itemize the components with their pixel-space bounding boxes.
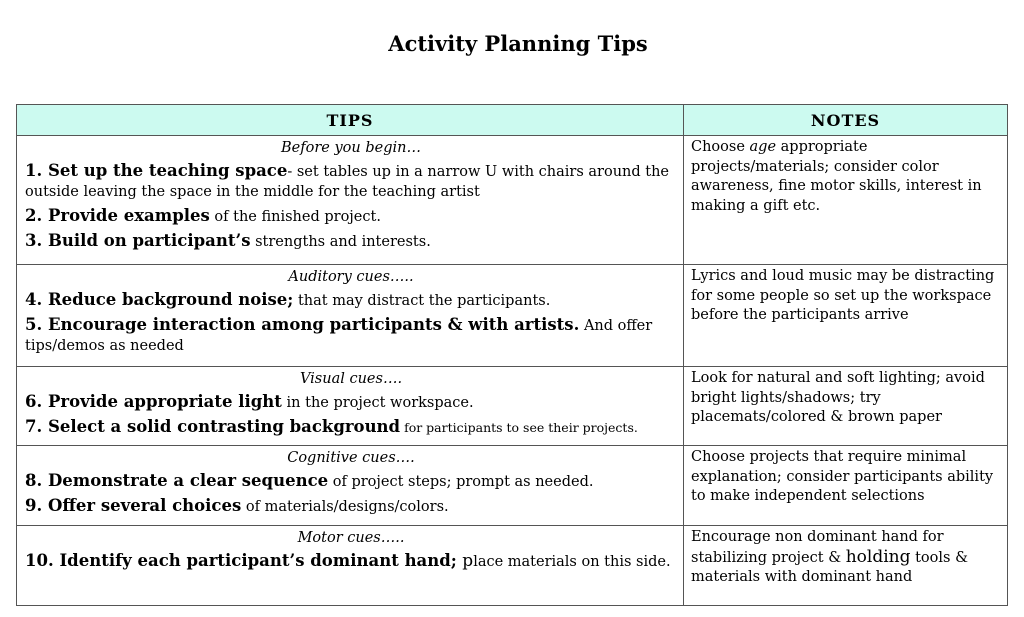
note-emphasis: age — [749, 139, 777, 155]
tip-item — [25, 231, 677, 252]
tip-text: in the project workspace. — [281, 395, 474, 411]
tips-cell — [17, 136, 684, 265]
tip-text: p — [456, 551, 474, 571]
tip-title: 4. Reduce background noise; — [25, 290, 294, 309]
tip-text: lace materials on this side. — [473, 554, 671, 570]
table-row-cognitive-cues — [17, 446, 1008, 526]
cue-heading: Before you begin… — [281, 140, 421, 156]
tip-title: 9. Offer several choices — [25, 496, 242, 515]
tip-text: - set tables up in a narrow U with chairs around the outside leaving the space in the middle for the teaching artist — [25, 164, 670, 200]
tip-text: that may distract the participants. — [293, 293, 551, 309]
tips-cell — [17, 526, 684, 606]
tip-text: for participants to see their projects. — [400, 420, 638, 435]
tip-item — [25, 315, 677, 356]
document-title: Activity Planning Tips — [388, 31, 648, 56]
tip-item — [25, 496, 677, 517]
table-row-motor-cues — [17, 526, 1008, 606]
tips-table — [16, 104, 1008, 606]
note-text: Encourage non dominant hand for stabilizing project & — [691, 529, 944, 566]
cue-heading: Cognitive cues…. — [287, 450, 415, 466]
tip-text: of project steps; prompt as needed. — [328, 474, 594, 490]
tip-text: of materials/designs/colors. — [241, 499, 449, 515]
note-text: tools & materials with dominant hand — [691, 549, 968, 585]
notes-cell: Choose projects that require minimal explanation; consider participants ability to make independent selections — [684, 446, 1008, 526]
notes-cell — [684, 136, 1008, 265]
tip-item — [25, 161, 677, 202]
tip-title: 10. Identify each participant’s dominant hand; — [25, 551, 457, 570]
note-text: Choose — [691, 139, 750, 155]
tip-title: 7. Select a solid contrasting background — [25, 417, 401, 436]
tip-item — [25, 551, 677, 572]
tip-title: 5. Encourage interaction among participants & with artists. — [25, 315, 580, 334]
notes-column-header: NOTES — [684, 105, 1008, 136]
tip-item — [25, 392, 677, 413]
note-emphasis: holding — [845, 546, 911, 567]
tip-text: And offer tips/demos as needed — [25, 318, 653, 354]
notes-cell: Lyrics and loud music may be distracting for some people so set up the workspace before the participants arrive — [684, 265, 1008, 367]
tips-cell — [17, 367, 684, 446]
table-header-row — [17, 105, 1008, 136]
note-text: appropriate projects/materials; consider color awareness, fine motor skills, interest in making a gift etc. — [691, 139, 982, 214]
tip-item — [25, 471, 677, 492]
tip-text: of the finished project. — [209, 209, 381, 225]
tip-item — [25, 290, 677, 311]
table-row-auditory-cues — [17, 265, 1008, 367]
table-row-visual-cues — [17, 367, 1008, 446]
tip-item — [25, 206, 677, 227]
tip-title: 1. Set up the teaching space — [25, 161, 288, 180]
tip-item — [25, 417, 677, 438]
tip-title: 2. Provide examples — [25, 206, 210, 225]
notes-cell: Look for natural and soft lighting; avoid bright lights/shadows; try placemats/colored & brown paper — [684, 367, 1008, 446]
cue-heading: Visual cues…. — [299, 371, 403, 387]
tip-title: 3. Build on participant’s — [25, 231, 251, 250]
tip-text: strengths and interests. — [250, 234, 431, 250]
notes-cell — [684, 526, 1008, 606]
tips-cell — [17, 265, 684, 367]
cue-heading: Auditory cues….. — [288, 269, 414, 285]
tips-cell — [17, 446, 684, 526]
table-row-before-you-begin — [17, 136, 1008, 265]
tips-column-header: TIPS — [17, 105, 684, 136]
tip-title: 6. Provide appropriate light — [25, 392, 282, 411]
tip-title: 8. Demonstrate a clear sequence — [25, 471, 329, 490]
cue-heading: Motor cues….. — [297, 530, 405, 546]
